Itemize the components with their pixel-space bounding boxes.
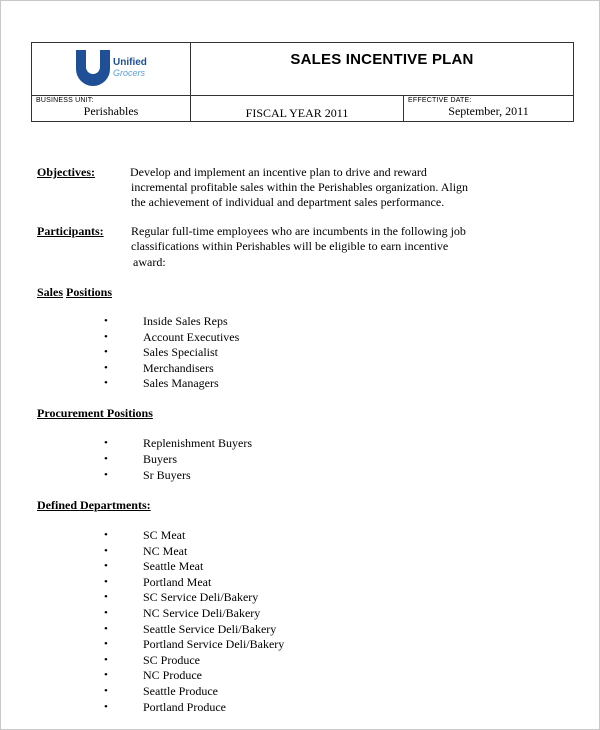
list-item: Seattle Meat — [143, 559, 204, 574]
bullet-marker: • — [104, 377, 108, 390]
list-item: Portland Produce — [143, 699, 226, 714]
document-title: SALES INCENTIVE PLAN — [290, 51, 474, 68]
bullet-marker: • — [104, 700, 108, 713]
objectives-line: the achievement of individual and department sales performance. — [131, 195, 445, 209]
objectives-line: incremental profitable sales within the Perishables organization. Align — [131, 180, 469, 194]
list-item: NC Meat — [143, 543, 188, 558]
bullet-marker: • — [104, 591, 108, 604]
business-unit-label: BUSINESS UNIT: — [36, 97, 94, 104]
list-item: NC Service Deli/Bakery — [143, 606, 261, 620]
bullet-marker: • — [104, 544, 108, 557]
bullet-marker: • — [104, 607, 108, 619]
procurement-positions-heading: Procurement Positions — [37, 406, 153, 420]
list-item: Inside Sales Reps — [143, 314, 228, 328]
list-item: SC Meat — [143, 528, 186, 542]
logo — [32, 43, 191, 96]
title-cell — [191, 43, 574, 96]
fiscal-year: FISCAL YEAR 2011 — [245, 106, 349, 120]
bullet-marker: • — [104, 529, 108, 541]
sales-positions-heading — [37, 285, 112, 300]
business-unit-value: Perishables — [83, 104, 139, 118]
bullet-marker: • — [104, 669, 108, 682]
effective-date-value: September, 2011 — [448, 104, 529, 118]
bullet-marker: • — [104, 437, 108, 449]
list-item: Sales Specialist — [143, 345, 218, 360]
bullet-marker: • — [104, 315, 108, 327]
defined-departments-heading: Defined Departments: — [37, 498, 151, 512]
participants-line: Regular full-time employees who are incumbents in the following job — [131, 224, 466, 238]
list-item: Seattle Service Deli/Bakery — [143, 621, 277, 636]
bullet-marker: • — [104, 638, 108, 651]
bullet-marker: • — [104, 346, 108, 359]
sales-positions-heading-a: Sales — [37, 285, 64, 299]
participants-heading: Participants: — [37, 224, 104, 238]
bullet-marker: • — [104, 330, 108, 343]
fiscal-year-cell — [191, 96, 404, 122]
header-table — [31, 42, 574, 122]
bullet-marker: • — [104, 361, 108, 374]
bullet-marker: • — [104, 469, 108, 481]
bullet-marker: • — [104, 685, 108, 697]
list-item: SC Produce — [143, 652, 200, 667]
effective-date-cell — [404, 96, 574, 122]
bullet-marker: • — [104, 575, 108, 588]
business-unit-cell — [32, 96, 191, 122]
bullet-marker: • — [104, 653, 108, 666]
list-item: Sr Buyers — [143, 468, 191, 482]
objectives-heading: Objectives: — [37, 165, 95, 179]
list-item: Portland Service Deli/Bakery — [143, 637, 285, 652]
list-item: SC Service Deli/Bakery — [143, 590, 259, 605]
logo-brand: Unified — [113, 57, 147, 68]
list-item: Portland Meat — [143, 574, 212, 589]
list-item: Buyers — [143, 452, 177, 466]
sales-positions-heading-b: Positions — [66, 285, 113, 299]
participants-line: classifications within Perishables will be eligible to earn incentive — [131, 239, 449, 253]
bullet-marker: • — [104, 453, 108, 465]
list-item: Replenishment Buyers — [143, 436, 252, 450]
list-item: NC Produce — [143, 668, 202, 683]
effective-date-label: EFFECTIVE DATE: — [408, 97, 472, 104]
list-item: Merchandisers — [143, 360, 214, 375]
list-item: Seattle Produce — [143, 684, 218, 698]
list-item: Sales Managers — [143, 376, 219, 391]
objectives-line: Develop and implement an incentive plan to drive and reward — [130, 165, 427, 179]
list-item: Account Executives — [143, 329, 240, 344]
bullet-marker: • — [104, 622, 108, 635]
logo-u-mark — [76, 50, 110, 86]
logo-sub: Grocers — [113, 68, 146, 78]
bullet-marker: • — [104, 560, 108, 573]
participants-line: award: — [133, 255, 166, 269]
